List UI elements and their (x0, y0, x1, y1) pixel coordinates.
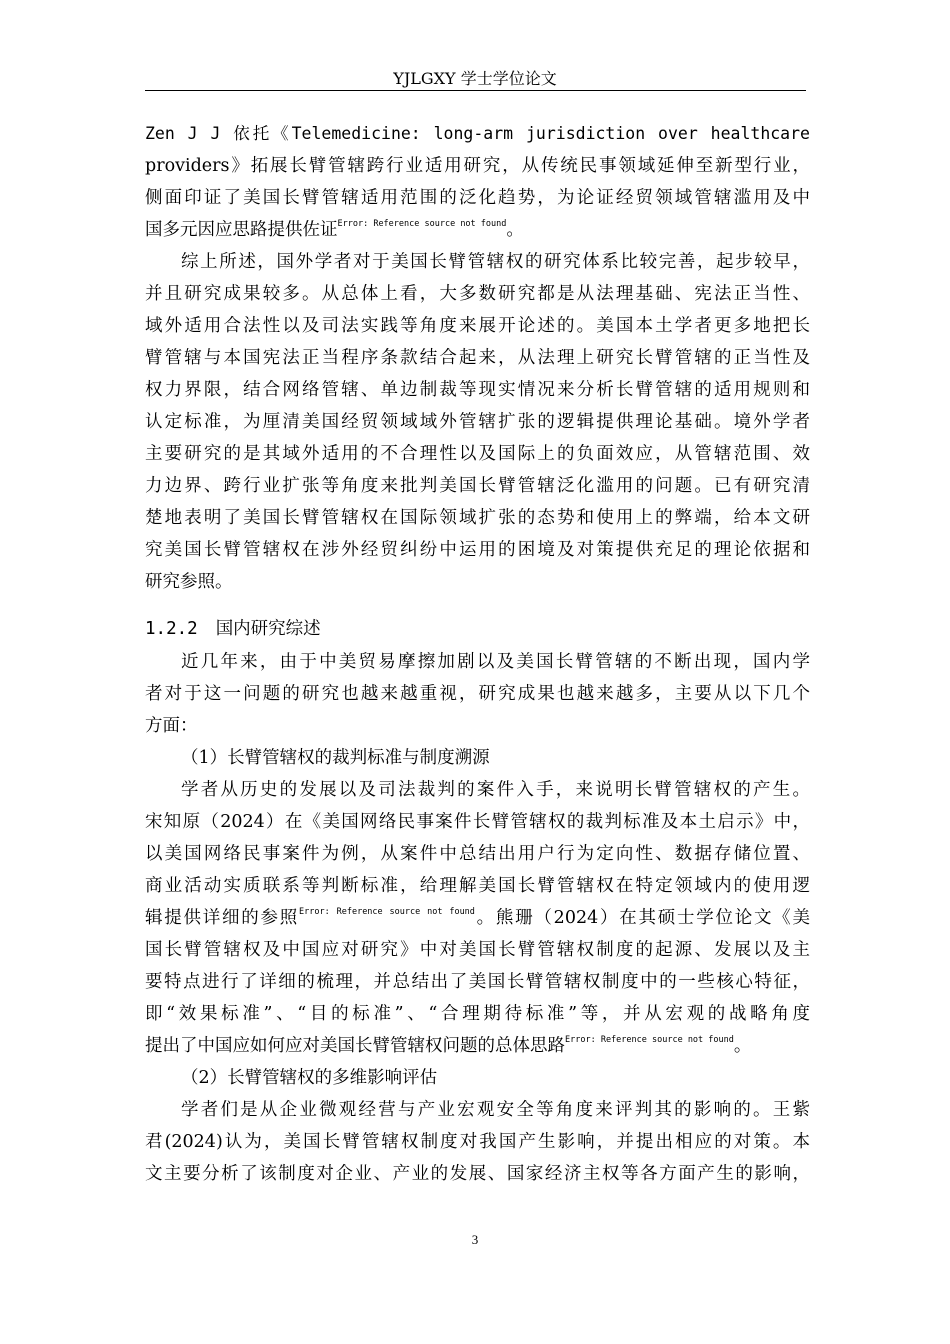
section-heading (145, 612, 810, 646)
paragraph-line (145, 214, 810, 246)
reference-error: Error: Reference source not found (565, 1035, 734, 1045)
reference-error: Error: Reference source not found (299, 907, 475, 917)
paragraph-line: 并且研究成果较多。从总体上看，大多数研究都是从法理基础、宪法正当性、 (145, 284, 810, 304)
paragraph-line: Zen J J 依托《Telemedicine: long-arm jurisdiction over healthcare (145, 124, 810, 143)
paragraph-line: 君(2024)认为，美国长臂管辖权制度对我国产生影响，并提出相应的对策。本 (145, 1132, 810, 1152)
paragraph-line: 认定标准，为厘清美国经贸领域域外管辖扩张的逻辑提供理论基础。境外学者 (145, 412, 810, 432)
body-text (145, 118, 810, 1190)
text-run: 辑提供详细的参照 (145, 908, 300, 928)
running-header: YJLGXY 学士学位论文 (393, 69, 557, 88)
subsection-item: （1）长臂管辖权的裁判标准与制度溯源 (181, 748, 490, 768)
paragraph-line: 即“效果标准”、“目的标准”、“合理期待标准”等，并从宏观的战略角度 (145, 1004, 810, 1024)
paragraph-line: 方面： (145, 716, 198, 736)
page-number: 3 (471, 1232, 479, 1247)
text-run: 。 (733, 1036, 752, 1056)
paragraph-line: providers》拓展长臂管辖跨行业适用研究，从传统民事领域延伸至新型行业， (145, 156, 810, 176)
text-run: 。熊珊（2024）在其硕士学位论文《美 (474, 908, 810, 928)
paragraph-line: 商业活动实质联系等判断标准，给理解美国长臂管辖权在特定领域内的使用逻 (145, 876, 810, 896)
paragraph-line: 力边界、跨行业扩张等角度来批判美国长臂管辖泛化滥用的问题。已有研究清 (145, 476, 810, 496)
text-run: 提出了中国应如何应对美国长臂管辖权问题的总体思路 (145, 1036, 565, 1056)
paragraph-line: 近几年来，由于中美贸易摩擦加剧以及美国长臂管辖的不断出现，国内学 (181, 652, 810, 672)
section-title: 国内研究综述 (215, 619, 321, 639)
section-number: 1.2.2 (145, 619, 198, 639)
paragraph-line (145, 902, 810, 934)
paragraph-line: 宋知原（2024）在《美国网络民事案件长臂管辖权的裁判标准及本土启示》中， (145, 812, 810, 832)
text-run: 。 (506, 220, 524, 240)
paragraph-line: 楚地表明了美国长臂管辖权在国际领域扩张的态势和使用上的弊端，给本文研 (145, 508, 810, 528)
paragraph-line: 臂管辖与本国宪法正当程序条款结合起来，从法理上研究长臂管辖的正当性及 (145, 348, 810, 368)
paragraph-line: 文主要分析了该制度对企业、产业的发展、国家经济主权等各方面产生的影响， (145, 1164, 810, 1184)
subsection-item: （2）长臂管辖权的多维影响评估 (181, 1068, 438, 1088)
header-rule (145, 90, 806, 91)
paragraph-line: 研究参照。 (145, 572, 233, 592)
paragraph-line: 者对于这一问题的研究也越来越重视，研究成果也越来越多，主要从以下几个 (145, 684, 810, 704)
paragraph-line: 国长臂管辖权及中国应对研究》中对美国长臂管辖权制度的起源、发展以及主 (145, 940, 810, 960)
text-run: 国多元因应思路提供佐证 (145, 220, 338, 240)
paragraph-line: 学者从历史的发展以及司法裁判的案件入手，来说明长臂管辖权的产生。 (181, 780, 810, 800)
paragraph-line: 主要研究的是其域外适用的不合理性以及国际上的负面效应，从管辖范围、效 (145, 444, 810, 464)
paragraph-line: 以美国网络民事案件为例，从案件中总结出用户行为定向性、数据存储位置、 (145, 844, 810, 864)
paragraph-line: 要特点进行了详细的梳理，并总结出了美国长臂管辖权制度中的一些核心特征， (145, 972, 810, 992)
paragraph-line: 学者们是从企业微观经营与产业宏观安全等角度来评判其的影响的。王紫 (181, 1100, 810, 1120)
paragraph-line: 域外适用合法性以及司法实践等角度来展开论述的。美国本土学者更多地把长 (145, 316, 810, 336)
paragraph-line: 侧面印证了美国长臂管辖适用范围的泛化趋势，为论证经贸领域管辖滥用及中 (145, 188, 810, 208)
paragraph-line: 究美国长臂管辖权在涉外经贸纠纷中运用的困境及对策提供充足的理论依据和 (145, 540, 810, 560)
reference-error: Error: Reference source not found (337, 219, 507, 229)
paragraph-line: 综上所述，国外学者对于美国长臂管辖权的研究体系比较完善，起步较早， (181, 252, 810, 272)
spacer (145, 598, 810, 608)
paragraph-line: 权力界限，结合网络管辖、单边制裁等现实情况来分析长臂管辖的适用规则和 (145, 380, 810, 400)
paragraph-line (145, 1030, 810, 1062)
